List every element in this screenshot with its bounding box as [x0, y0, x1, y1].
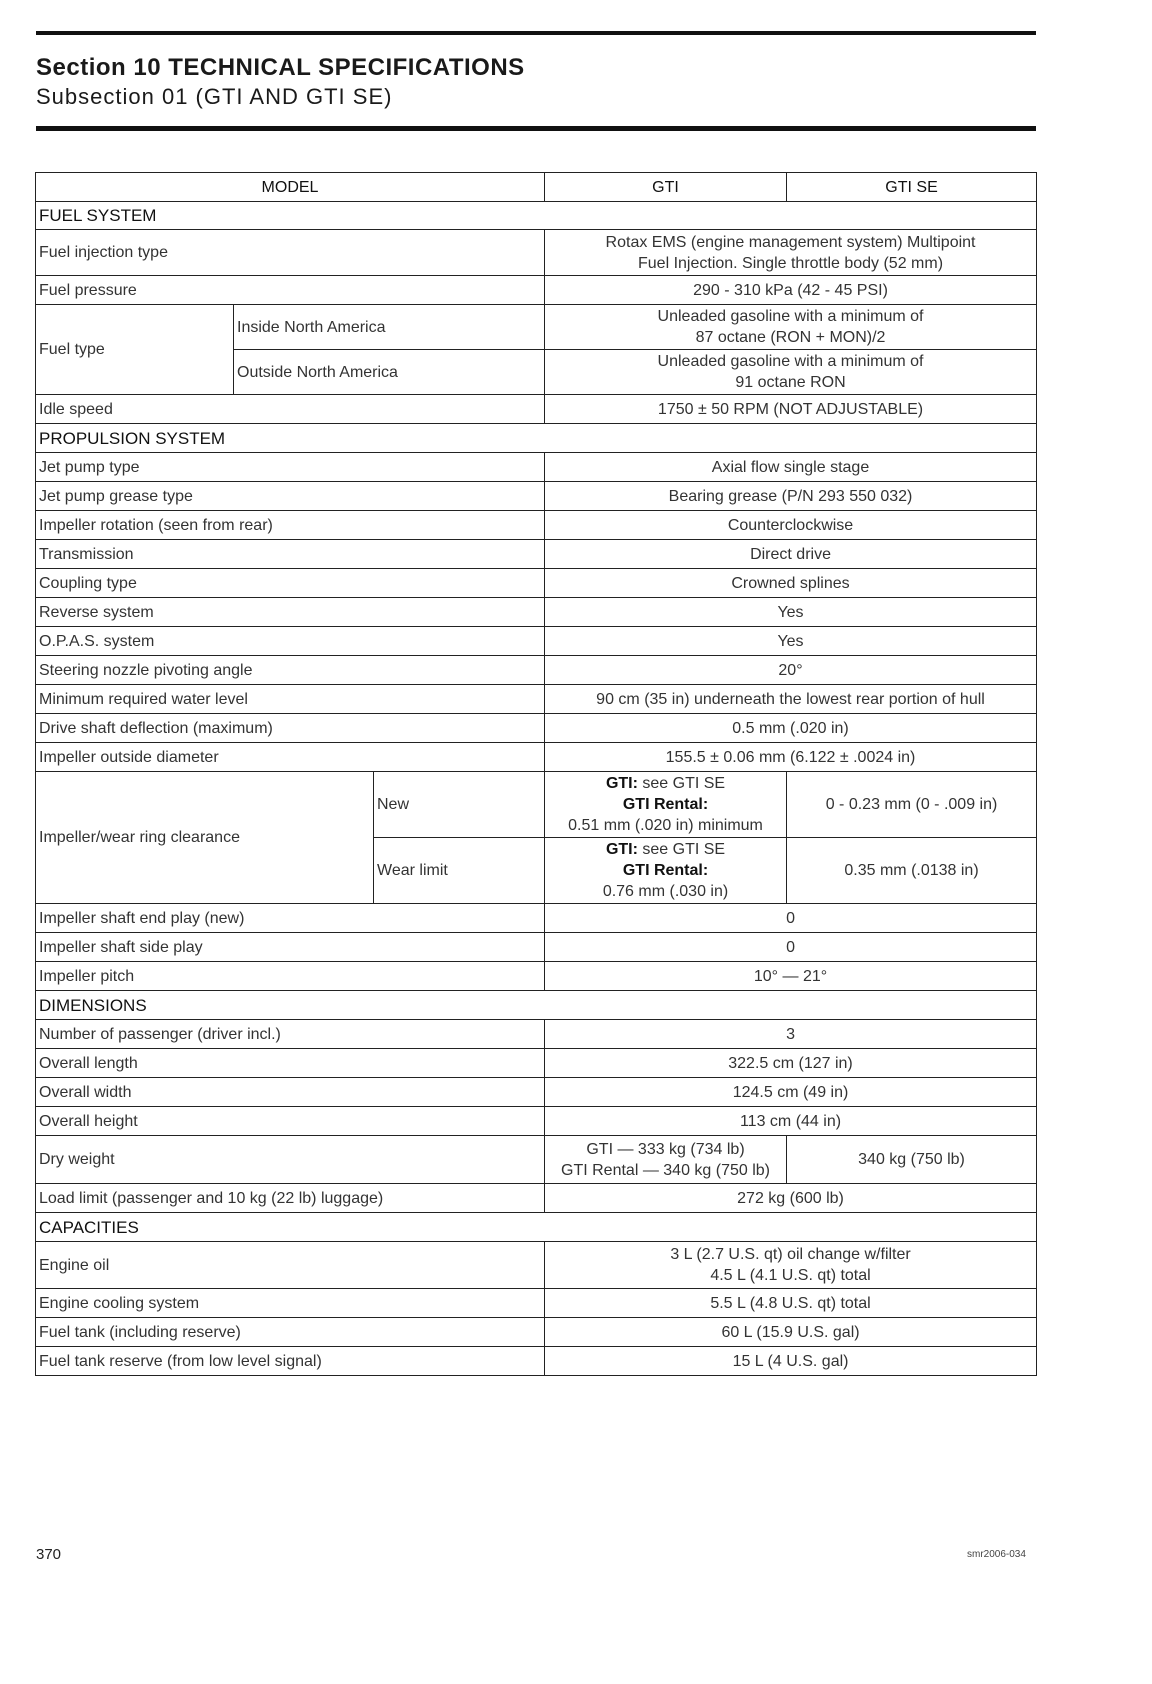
value-line: Rotax EMS (engine management system) Multipoint: [605, 233, 976, 251]
row-label: O.P.A.S. system: [36, 627, 545, 656]
row-label: Jet pump type: [36, 453, 545, 482]
row-value: [545, 230, 1037, 276]
row-label: Engine oil: [36, 1242, 545, 1289]
header-rule-top: [36, 31, 1036, 35]
table-row: [36, 395, 1037, 424]
header-rule-bottom: [36, 126, 1036, 131]
table-row: [36, 743, 1037, 772]
category-row: [36, 991, 1037, 1020]
gti-value: [545, 772, 787, 838]
table-row: [36, 1242, 1037, 1289]
capacities-heading: CAPACITIES: [36, 1213, 1037, 1242]
value-line: 4.5 L (4.1 U.S. qt) total: [710, 1267, 871, 1284]
value-line: [548, 773, 783, 794]
value-line: GTI — 333 kg (734 lb): [586, 1140, 745, 1158]
row-label: Fuel injection type: [36, 230, 545, 276]
row-label: Jet pump grease type: [36, 482, 545, 511]
table-row: [36, 540, 1037, 569]
spec-table: [35, 172, 1037, 1376]
category-row: [36, 202, 1037, 230]
value-line-bold: GTI:: [605, 775, 638, 792]
table-header-row: [36, 173, 1037, 202]
table-row: [36, 598, 1037, 627]
fuel-system-heading: FUEL SYSTEM: [36, 202, 1037, 230]
row-label: Impeller shaft end play (new): [36, 904, 545, 933]
row-label: Load limit (passenger and 10 kg (22 lb) luggage): [36, 1184, 545, 1213]
row-value: 0.5 mm (.020 in): [545, 714, 1037, 743]
row-value: 113 cm (44 in): [545, 1107, 1037, 1136]
table-row: [36, 569, 1037, 598]
row-label: Impeller shaft side play: [36, 933, 545, 962]
row-label: Transmission: [36, 540, 545, 569]
row-label: Impeller/wear ring clearance: [36, 772, 374, 904]
gti-value: [545, 838, 787, 904]
value-line-bold: GTI Rental:: [622, 862, 709, 879]
value-line: [548, 860, 783, 881]
row-label: Number of passenger (driver incl.): [36, 1020, 545, 1049]
row-label: Steering nozzle pivoting angle: [36, 656, 545, 685]
table-row: [36, 511, 1037, 540]
value-line: GTI Rental — 340 kg (750 lb): [561, 1161, 770, 1179]
gti-se-value: 340 kg (750 lb): [787, 1136, 1037, 1184]
row-label: Idle speed: [36, 395, 545, 424]
row-value: 1750 ± 50 RPM (NOT ADJUSTABLE): [545, 395, 1037, 424]
model-header: MODEL: [36, 173, 545, 202]
table-row: [36, 1049, 1037, 1078]
figure-code: smr2006-034: [967, 1549, 1026, 1560]
table-row: [36, 1020, 1037, 1049]
row-label: Impeller rotation (seen from rear): [36, 511, 545, 540]
row-value: 290 - 310 kPa (42 - 45 PSI): [545, 276, 1037, 305]
value-line-note: see GTI SE: [642, 841, 726, 858]
row-value: 272 kg (600 lb): [545, 1184, 1037, 1213]
row-label: Dry weight: [36, 1136, 545, 1184]
table-row: [36, 714, 1037, 743]
row-value: 15 L (4 U.S. gal): [545, 1347, 1037, 1376]
row-value: 60 L (15.9 U.S. gal): [545, 1318, 1037, 1347]
row-label: Overall width: [36, 1078, 545, 1107]
row-label: Overall height: [36, 1107, 545, 1136]
row-value: 155.5 ± 0.06 mm (6.122 ± .0024 in): [545, 743, 1037, 772]
row-sublabel: Wear limit: [374, 838, 545, 904]
row-value: Bearing grease (P/N 293 550 032): [545, 482, 1037, 511]
gti-value: [545, 1136, 787, 1184]
table-row: [36, 685, 1037, 714]
row-label: Fuel tank (including reserve): [36, 1318, 545, 1347]
row-label: Overall length: [36, 1049, 545, 1078]
row-label: Coupling type: [36, 569, 545, 598]
row-sublabel: Inside North America: [234, 305, 545, 350]
row-label: Fuel type: [36, 305, 234, 395]
value-line: 87 octane (RON + MON)/2: [695, 329, 886, 346]
value-line: [548, 839, 783, 860]
value-line: Unleaded gasoline with a minimum of: [657, 353, 924, 370]
row-label: Engine cooling system: [36, 1289, 545, 1318]
table-row: [36, 453, 1037, 482]
table-row: [36, 772, 1037, 838]
value-line: 91 octane RON: [735, 374, 846, 391]
row-label: Reverse system: [36, 598, 545, 627]
gti-se-value: 0 - 0.23 mm (0 - .009 in): [787, 772, 1037, 838]
table-row: [36, 656, 1037, 685]
table-row: [36, 1184, 1037, 1213]
row-value: Counterclockwise: [545, 511, 1037, 540]
table-row: [36, 1318, 1037, 1347]
table-row: [36, 962, 1037, 991]
table-row: [36, 1347, 1037, 1376]
row-value: Direct drive: [545, 540, 1037, 569]
row-value: Yes: [545, 598, 1037, 627]
row-label: Fuel pressure: [36, 276, 545, 305]
table-row: [36, 482, 1037, 511]
value-line: 0.76 mm (.030 in): [602, 883, 729, 900]
value-line-note: see GTI SE: [642, 775, 726, 792]
gti-se-header: GTI SE: [787, 173, 1037, 202]
category-row: [36, 1213, 1037, 1242]
row-label: Fuel tank reserve (from low level signal): [36, 1347, 545, 1376]
row-value: 5.5 L (4.8 U.S. qt) total: [545, 1289, 1037, 1318]
row-value: 124.5 cm (49 in): [545, 1078, 1037, 1107]
row-value: Yes: [545, 627, 1037, 656]
row-label: Minimum required water level: [36, 685, 545, 714]
category-row: [36, 424, 1037, 453]
row-value: 0: [545, 933, 1037, 962]
table-row: [36, 305, 1037, 350]
row-value: 3: [545, 1020, 1037, 1049]
table-row: [36, 276, 1037, 305]
dimensions-heading: DIMENSIONS: [36, 991, 1037, 1020]
value-line: Unleaded gasoline with a minimum of: [657, 308, 924, 325]
page-number: 370: [36, 1546, 62, 1563]
row-sublabel: Outside North America: [234, 350, 545, 395]
value-line: 3 L (2.7 U.S. qt) oil change w/filter: [670, 1246, 911, 1263]
value-line: Fuel Injection. Single throttle body (52 mm): [638, 254, 944, 272]
propulsion-system-heading: PROPULSION SYSTEM: [36, 424, 1037, 453]
row-value: [545, 350, 1037, 395]
table-row: [36, 1136, 1037, 1184]
gti-se-value: 0.35 mm (.0138 in): [787, 838, 1037, 904]
table-row: [36, 933, 1037, 962]
table-row: [36, 1289, 1037, 1318]
table-row: [36, 230, 1037, 276]
row-value: 20°: [545, 656, 1037, 685]
row-sublabel: New: [374, 772, 545, 838]
row-label: Drive shaft deflection (maximum): [36, 714, 545, 743]
value-line: [548, 794, 783, 815]
gti-header: GTI: [545, 173, 787, 202]
row-label: Impeller outside diameter: [36, 743, 545, 772]
row-value: [545, 1242, 1037, 1289]
row-value: 322.5 cm (127 in): [545, 1049, 1037, 1078]
row-value: 90 cm (35 in) underneath the lowest rear portion of hull: [545, 685, 1037, 714]
value-line-bold: GTI Rental:: [622, 796, 709, 813]
table-row: [36, 1107, 1037, 1136]
table-row: [36, 627, 1037, 656]
section-title: Section 10 TECHNICAL SPECIFICATIONS: [36, 54, 525, 81]
value-line-bold: GTI:: [605, 841, 638, 858]
table-row: [36, 904, 1037, 933]
row-label: Impeller pitch: [36, 962, 545, 991]
row-value: [545, 305, 1037, 350]
row-value: 0: [545, 904, 1037, 933]
subsection-title: Subsection 01 (GTI AND GTI SE): [36, 84, 393, 109]
row-value: Crowned splines: [545, 569, 1037, 598]
row-value: Axial flow single stage: [545, 453, 1037, 482]
value-line: 0.51 mm (.020 in) minimum: [568, 817, 763, 834]
table-row: [36, 1078, 1037, 1107]
row-value: 10° — 21°: [545, 962, 1037, 991]
